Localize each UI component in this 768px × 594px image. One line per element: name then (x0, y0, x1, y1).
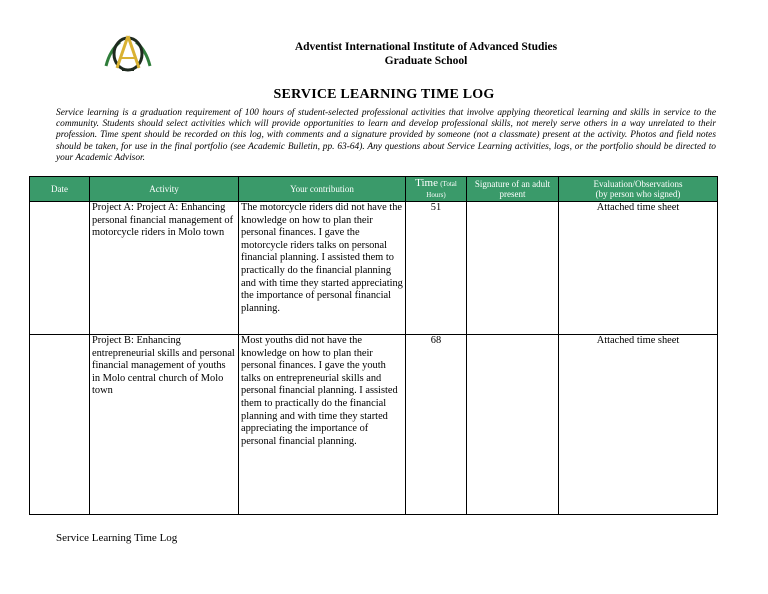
cell-evaluation: Attached time sheet (559, 202, 718, 335)
intro-paragraph: Service learning is a graduation requirement of 100 hours of student-selected professional activities that involve applying theoretical learning and skills in service to the community. Students should select activities which will provide opportunities to learn and develop professional skills, not merely serve others in a way unrelated to their profession. Time spent should be recorded on this log, with comments and a signature provided by someone (not a classmate) present at the activity. Photos and field notes should be taken, for use in the final portfolio (see Academic Bulletin, pp. 63-64). Any questions about Service Learning activities, logs, or the portfolio should be directed to your Academic Advisor. (56, 108, 716, 163)
cell-signature (467, 335, 559, 515)
cell-contribution: Most youths did not have the knowledge on how to plan their personal finances. I gave the youth talks on entrepreneurial skills and personal financial planning. I assisted them to practically do the financial planning and with time they started appreciating the importance of personal financial planning. (239, 335, 406, 515)
institution-header (240, 40, 612, 68)
time-header-label: Time (415, 177, 438, 189)
cell-activity: Project B: Enhancing entrepreneurial skills and personal financial management of youths in Molo central church of Molo town (90, 335, 239, 515)
cell-time: 68 (406, 335, 467, 515)
column-header-contribution: Your contribution (239, 177, 406, 202)
cell-date (30, 202, 90, 335)
cell-time: 51 (406, 202, 467, 335)
institution-name: Adventist International Institute of Advanced Studies (294, 41, 558, 53)
time-log-table (29, 176, 718, 515)
school-name: Graduate School (384, 55, 468, 67)
table-row (30, 335, 718, 515)
cell-date (30, 335, 90, 515)
cell-evaluation: Attached time sheet (559, 335, 718, 515)
cell-signature (467, 202, 559, 335)
evaluation-header-line2: (by person who signed) (595, 189, 681, 199)
column-header-date: Date (30, 177, 90, 202)
column-header-signature: Signature of an adult present (467, 177, 559, 202)
table-header-row (30, 177, 718, 202)
column-header-evaluation (559, 177, 718, 202)
cell-activity: Project A: Project A: Enhancing personal financial management of motorcycle riders in Molo town (90, 202, 239, 335)
table-row (30, 202, 718, 335)
page-title: SERVICE LEARNING TIME LOG (273, 87, 495, 102)
column-header-activity: Activity (90, 177, 239, 202)
institution-logo (100, 30, 156, 76)
logo-emblem-icon (100, 30, 156, 76)
cell-contribution: The motorcycle riders did not have the knowledge on how to plan their personal finances. I gave the motorcycle riders talks on personal financial planning. I assisted them to practically do the financial planning and with time they started appreciating the importance of personal financial planning. (239, 202, 406, 335)
column-header-time (406, 177, 467, 202)
footer-label: Service Learning Time Log (56, 532, 178, 544)
evaluation-header-line1: Evaluation/Observations (593, 179, 683, 189)
time-header-sublabel: (Total Hours) (426, 180, 457, 199)
